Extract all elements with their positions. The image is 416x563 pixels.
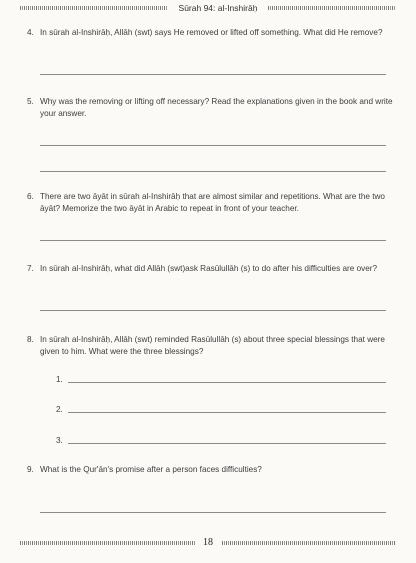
question-text: In sūrah al-Inshirāḥ, Allāh (swt) reminded Rasūlullāh (s) about three special blessings that were given to him. What were the three blessings? bbox=[40, 335, 385, 356]
answer-line[interactable] bbox=[40, 145, 386, 146]
answer-line[interactable] bbox=[40, 74, 386, 75]
page-number: 18 bbox=[203, 537, 213, 548]
blessing-label-2: 2. bbox=[56, 405, 63, 414]
question-number: 7. bbox=[27, 264, 34, 273]
question-4 bbox=[27, 27, 400, 39]
question-9 bbox=[27, 464, 400, 476]
answer-line[interactable] bbox=[68, 443, 386, 444]
answer-line[interactable] bbox=[40, 512, 386, 513]
answer-line[interactable] bbox=[40, 171, 386, 172]
question-number: 6. bbox=[27, 192, 34, 201]
question-number: 4. bbox=[27, 28, 34, 37]
page-header-title: Sūrah 94: al-Inshirāḥ bbox=[178, 3, 258, 13]
question-text: There are two āyāt in sūrah al-Inshirāḥ that are almost similar and repetitions. What are the two āyāt? Memorize the two āyāt in Arabic to repeat in front of your teacher. bbox=[40, 192, 385, 213]
question-text: In sūrah al-Inshirāḥ, Allāh (swt) says He removed or lifted off something. What did He remove? bbox=[40, 28, 383, 37]
question-number: 9. bbox=[27, 465, 34, 474]
footer-band-left bbox=[20, 541, 196, 545]
question-text: In sūrah al-Inshirāḥ, what did Allāh (swt)ask Rasūlullāh (s) to do after his difficulties are over? bbox=[40, 264, 378, 273]
answer-line[interactable] bbox=[68, 412, 386, 413]
header-band-left bbox=[20, 6, 168, 10]
header-band-right bbox=[268, 6, 396, 10]
question-text: Why was the removing or lifting off necessary? Read the explanations given in the book and write your answer. bbox=[40, 97, 393, 118]
question-number: 8. bbox=[27, 335, 34, 344]
answer-line[interactable] bbox=[40, 240, 386, 241]
answer-line[interactable] bbox=[68, 382, 386, 383]
question-6 bbox=[27, 191, 400, 215]
answer-line[interactable] bbox=[40, 310, 386, 311]
question-text: What is the Qur'ān's promise after a person faces difficulties? bbox=[40, 465, 262, 474]
question-5 bbox=[27, 96, 400, 120]
blessing-label-3: 3. bbox=[56, 436, 63, 445]
question-number: 5. bbox=[27, 97, 34, 106]
blessing-label-1: 1. bbox=[56, 375, 63, 384]
footer-band-right bbox=[222, 541, 396, 545]
question-8 bbox=[27, 334, 400, 358]
question-7 bbox=[27, 263, 400, 275]
